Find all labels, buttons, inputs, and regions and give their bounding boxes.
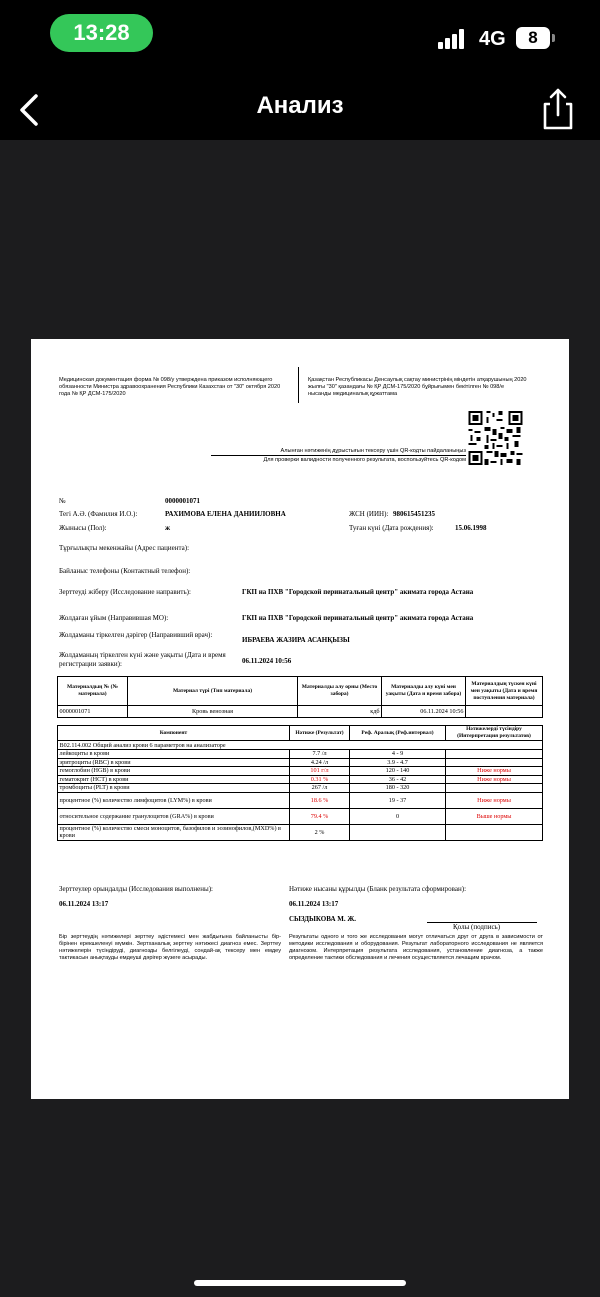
result-interp — [446, 784, 543, 793]
number-value: 0000001071 — [165, 497, 200, 505]
result-interp — [446, 758, 543, 767]
page-title: Анализ — [256, 92, 344, 119]
phone-label: Байланыс телефоны (Контактный телефон): — [59, 567, 191, 575]
iin-value: 980615451235 — [393, 510, 435, 518]
mat-header-taken: Материалды алу күні мен уақыты (Дата и время забора) — [382, 677, 466, 706]
mat-type: Кровь венозная — [128, 706, 298, 718]
result-ref: 0 — [350, 808, 446, 824]
res-header-ref: Реф. Аралық (Реф.интервал) — [350, 726, 446, 741]
result-component: гемоглобин (HGB) в крови — [58, 767, 290, 776]
mat-number: 0000001071 — [58, 706, 128, 718]
home-indicator[interactable] — [194, 1280, 406, 1286]
mat-taken: 06.11.2024 10:56 — [382, 706, 466, 718]
res-header-component: Компонент — [58, 726, 290, 741]
result-value: 4.24 /л — [290, 758, 350, 767]
analysis-document[interactable] — [31, 339, 569, 1099]
result-ref — [350, 824, 446, 840]
result-value: 267 /л — [290, 784, 350, 793]
address-label: Тұрғылықты мекенжайы (Адрес пациента): — [59, 544, 190, 552]
result-component: тромбоциты (PLT) в крови — [58, 784, 290, 793]
name-label: Тегі А.Ә. (Фамилия И.О.): — [59, 510, 138, 518]
result-ref: 19 - 37 — [350, 792, 446, 808]
result-ref: 120 - 140 — [350, 767, 446, 776]
mat-place: кдб — [298, 706, 382, 718]
sex-label: Жынысы (Пол): — [59, 524, 107, 532]
qr-note-kz: Алынған нәтиженің дұрыстығын тексеру үшін QR-кодты пайдаланыңыз — [280, 448, 466, 454]
result-value: 7.7 /л — [290, 750, 350, 759]
result-value: 18.6 % — [290, 792, 350, 808]
result-value: 2 % — [290, 824, 350, 840]
result-ref: 4 - 9 — [350, 750, 446, 759]
res-header-result: Нәтиже (Результат) — [290, 726, 350, 741]
sent-label: Зерттеуді жіберу (Исследование направить): — [59, 588, 191, 596]
footer-note-kz: Бір зерттеудің нәтижелері зерттеу әдістемесі мен жабдығына байланысты бір-бірінен ерекшеленуі мүмкін. Зертханалық зерттеу нәтижесі диагноз емес. Зерттеу нәтижелерін түсіндіруді, диагнозды белгілеуді, сондай-ақ тексеру мен емдеу тактикасын анықтауды емдеуші дәрігер жүзеге асырады. — [59, 934, 281, 961]
patient-name: РАХИМОВА ЕЛЕНА ДАНИИЛОВНА — [165, 510, 286, 518]
performed-value: 06.11.2024 13:17 — [59, 900, 109, 908]
header-left-text: Медицинская документация форма № 098/у утверждена приказом исполняющего обязанности Министра здравоохранения Республики Казахстан от "30" октября 2020 года № ҚР ДСМ-175/2020 — [59, 377, 281, 397]
mat-header-type: Материал түрі (Тип материала) — [128, 677, 298, 706]
panel-title: B02.114.002 Общий анализ крови 6 параметров на анализаторе — [58, 741, 543, 750]
result-ref: 36 - 42 — [350, 775, 446, 784]
result-component: лейкоциты в крови — [58, 750, 290, 759]
qr-code-icon[interactable] — [465, 409, 526, 467]
mo-label: Жолдаған ұйым (Направившая МО): — [59, 614, 169, 622]
result-interp: Ниже нормы — [446, 767, 543, 776]
doctor-label: Жолдаманы тіркелген дәрігер (Направивший врач): — [59, 631, 213, 639]
table-row — [58, 775, 543, 784]
result-value: 0.31 % — [290, 775, 350, 784]
mat-header-number: Материалдың № (№ материала) — [58, 677, 128, 706]
result-component: процентное (%) количество лимфоцитов (LYM%) в крови — [58, 792, 290, 808]
table-row — [58, 784, 543, 793]
table-row — [58, 767, 543, 776]
result-ref: 3.9 - 4.7 — [350, 758, 446, 767]
table-row — [58, 824, 543, 840]
signal-icon — [438, 29, 470, 49]
result-component: процентное (%) количество смеси моноцитов, базофилов и эозинофилов,(MXD%) в крови — [58, 824, 290, 840]
table-row — [58, 758, 543, 767]
header-divider — [298, 367, 299, 403]
results-table — [57, 725, 543, 841]
result-interp — [446, 750, 543, 759]
share-button[interactable] — [538, 85, 578, 133]
formed-value: 06.11.2024 13:17 — [289, 900, 339, 908]
sent-value: ГКП на ПХВ "Городской перинатальный центр" акимата города Астана — [242, 588, 474, 596]
iin-label: ЖСН (ИИН): — [349, 510, 389, 518]
result-interp: Выше нормы — [446, 808, 543, 824]
result-interp: Ниже нормы — [446, 792, 543, 808]
result-interp — [446, 824, 543, 840]
mat-header-place: Материалды алу орны (Место забора) — [298, 677, 382, 706]
status-time[interactable]: 13:28 — [50, 14, 153, 52]
share-icon — [538, 85, 578, 133]
table-row — [58, 750, 543, 759]
signer-name: СЫЗДЫКОВА М. Ж. — [289, 915, 357, 923]
res-header-interp: Нәтижелерді түсіндіру (Интерпретация результатов) — [446, 726, 543, 741]
signature-label: Қолы (подпись) — [453, 923, 501, 931]
result-component: относительное содержание гранулоцитов (GRA%) в крови — [58, 808, 290, 824]
doctor-value: ИБРАЕВА ЖАЗИРА АСАНҚЫЗЫ — [242, 636, 350, 644]
status-bar — [0, 0, 600, 80]
reg-value: 06.11.2024 10:56 — [242, 657, 292, 665]
network-type: 4G — [479, 28, 506, 50]
result-value: 101 г/л — [290, 767, 350, 776]
qr-note-ru: Для проверки валидности полученного результата, воспользуйтесь QR-кодом — [263, 457, 466, 463]
number-label: № — [59, 497, 66, 505]
mat-received — [466, 706, 543, 718]
table-row — [58, 808, 543, 824]
dob-label: Туған күні (Дата рождения): — [349, 524, 434, 532]
sex-value: ж — [165, 524, 171, 532]
battery-icon: 8 — [516, 27, 550, 49]
performed-label: Зерттеулер орындалды (Исследования выполнены): — [59, 885, 213, 893]
qr-note-divider — [211, 455, 466, 456]
footer-note-ru: Результаты одного и того же исследования могут отличаться друг от друга в зависимости от методики исследования и оборудования. Результат лабораторного исследования не является диагнозом. Интерпретация результата исследования, установление диагноза, а также определение тактики обследования и лечения осуществляется лечащим врачом. — [289, 934, 543, 961]
formed-label: Нәтиже нысаны құрылды (Бланк результата сформирован): — [289, 885, 467, 893]
mat-header-received: Материалдың түскен күні мен уақыты (Дата и время поступления материала) — [466, 677, 543, 706]
result-component: эритроциты (RBC) в крови — [58, 758, 290, 767]
result-value: 79.4 % — [290, 808, 350, 824]
reg-label: Жолдаманың тіркелген күні және уақыты (Дата и время регистрации заявки): — [59, 651, 226, 668]
nav-bar — [0, 80, 600, 140]
result-ref: 180 - 320 — [350, 784, 446, 793]
dob-value: 15.06.1998 — [455, 524, 487, 532]
header-right-text: Қазақстан Республикасы Денсаулық сақтау министрінің міндетін атқарушының 2020 жылғы "30" қазандағы № ҚР ДСМ-175/2020 бұйрығымен бекітілген № 098/е нысанды медициналық құжаттама — [308, 377, 527, 397]
result-component: гематокрит (HCT) в крови — [58, 775, 290, 784]
result-interp: Ниже нормы — [446, 775, 543, 784]
mo-value: ГКП на ПХВ "Городской перинатальный центр" акимата города Астана — [242, 614, 474, 622]
material-table — [57, 676, 543, 718]
table-row — [58, 792, 543, 808]
